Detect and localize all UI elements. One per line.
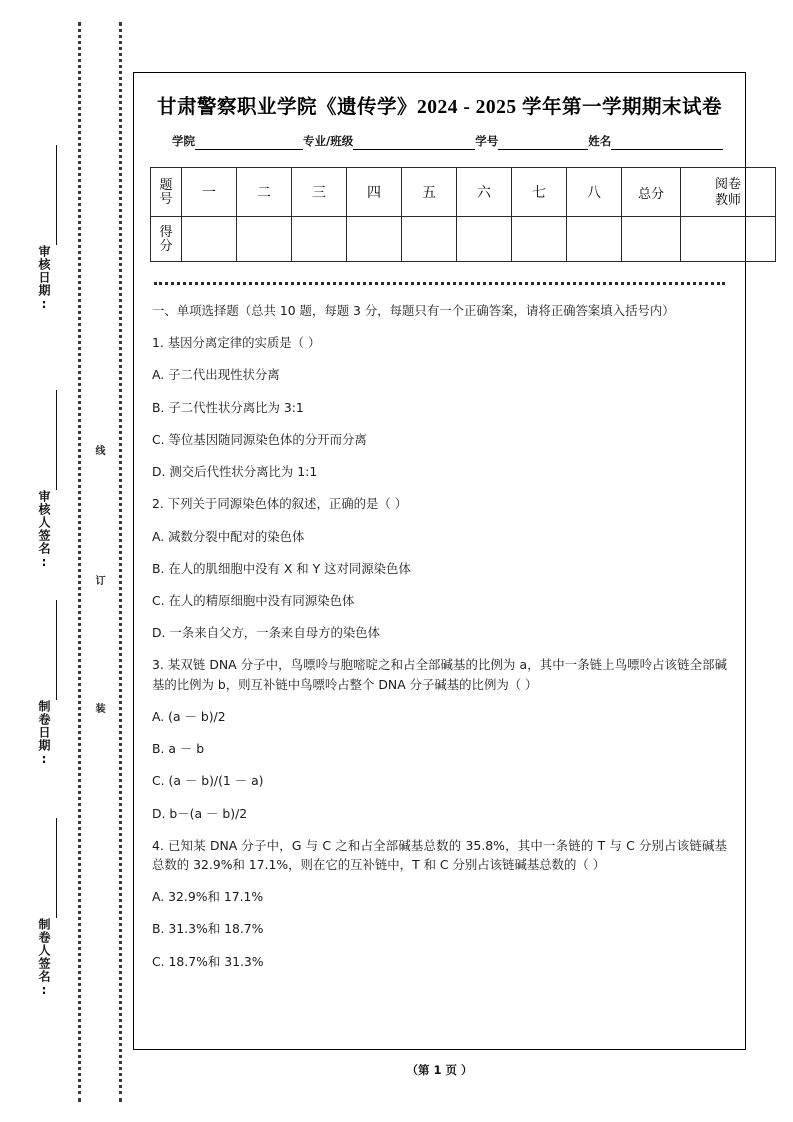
- row-label-score-char2: 分: [159, 238, 173, 253]
- binding-dotted-line-outer: [78, 22, 81, 1102]
- row-label-score: [151, 217, 182, 262]
- page-title: 甘肃警察职业学院《遗传学》2024 - 2025 学年第一学期期末试卷: [156, 97, 723, 118]
- field-student-id-input[interactable]: [498, 136, 588, 150]
- col-header-6: 六: [457, 168, 512, 217]
- score-cell-1[interactable]: [182, 217, 237, 262]
- question-4-option-c[interactable]: C. 18.7%和 31.3%: [152, 953, 264, 969]
- exam-sheet: [133, 72, 746, 1050]
- col-header-grading-teacher: [681, 168, 776, 217]
- binding-dotted-line-inner: [119, 22, 122, 1102]
- field-major-class-label: 专业/班级: [303, 134, 354, 148]
- row-label-score-char1: 得: [159, 224, 173, 240]
- score-cell-grading-teacher[interactable]: [681, 217, 776, 262]
- question-4-stem: 4. 已知某 DNA 分子中，G 与 C 之和占全部碱基总数的 35.8%，其中一条链的 T 与 C 分别占该链碱基总数的 32.9%和 17.1%，则在它的互补链中，T 和 C 分别占该链碱基总数的（ ）: [152, 837, 727, 872]
- grading-teacher-line2: 教师: [714, 192, 741, 207]
- field-major-class-input[interactable]: [353, 136, 475, 150]
- score-cell-3[interactable]: [292, 217, 347, 262]
- field-college: [172, 133, 303, 150]
- question-3-option-d[interactable]: D. b－(a － b)/2: [152, 805, 248, 821]
- field-college-input[interactable]: [195, 136, 303, 150]
- question-2-stem: 2. 下列关于同源染色体的叙述，正确的是（ ）: [152, 496, 408, 512]
- question-4-option-b[interactable]: B. 31.3%和 18.7%: [152, 921, 264, 937]
- col-header-5: 五: [402, 168, 457, 217]
- col-header-total: 总分: [622, 168, 681, 217]
- left-binding-margin: [0, 0, 133, 1122]
- reviewer-signature-label: 审核人签名:: [37, 490, 51, 570]
- question-1-option-d[interactable]: D. 测交后代性状分离比为 1:1: [152, 464, 318, 480]
- binding-word-ding: 订: [91, 572, 106, 588]
- col-header-7: 七: [512, 168, 567, 217]
- field-name-label: 姓名: [588, 134, 612, 148]
- paper-maker-signature-rule: [56, 818, 57, 918]
- row-label-question-no-char1: 题: [159, 177, 173, 193]
- col-header-1: 一: [182, 168, 237, 217]
- field-major-class: [303, 133, 475, 150]
- question-1-stem: 1. 基因分离定律的实质是（ ）: [152, 335, 321, 351]
- question-2-option-b[interactable]: B. 在人的肌细胞中没有 X 和 Y 这对同源染色体: [152, 560, 411, 576]
- score-cell-2[interactable]: [237, 217, 292, 262]
- question-4-option-a[interactable]: A. 32.9%和 17.1%: [152, 889, 264, 905]
- question-3-option-b[interactable]: B. a － b: [152, 741, 205, 757]
- col-header-3: 三: [292, 168, 347, 217]
- table-row-scores: [151, 217, 776, 262]
- field-student-id-label: 学号: [475, 134, 499, 148]
- col-header-2: 二: [237, 168, 292, 217]
- paper-maker-signature-label: 制卷人签名:: [37, 918, 51, 998]
- score-cell-5[interactable]: [402, 217, 457, 262]
- review-date-rule: [56, 145, 57, 245]
- binding-word-xian: 线: [91, 442, 106, 458]
- question-1-option-c[interactable]: C. 等位基因随同源染色体的分开而分离: [152, 431, 367, 447]
- question-3-option-a[interactable]: A. (a － b)/2: [152, 708, 226, 724]
- review-date-label: 审核日期:: [37, 245, 51, 312]
- question-2-option-a[interactable]: A. 减数分裂中配对的染色体: [152, 528, 305, 544]
- page-footer: [133, 1062, 746, 1078]
- grading-teacher-line1: 阅卷: [714, 176, 741, 192]
- row-label-question-no: [151, 168, 182, 217]
- table-row-question-numbers: [151, 168, 776, 217]
- score-cell-7[interactable]: [512, 217, 567, 262]
- dotted-divider: [154, 282, 725, 285]
- question-1-option-a[interactable]: A. 子二代出现性状分离: [152, 367, 280, 383]
- reviewer-signature-rule: [56, 390, 57, 490]
- student-info-line: [150, 133, 729, 150]
- question-3-option-c[interactable]: C. (a － b)/(1 － a): [152, 773, 264, 789]
- field-name-input[interactable]: [611, 136, 723, 150]
- score-cell-total[interactable]: [622, 217, 681, 262]
- score-cell-6[interactable]: [457, 217, 512, 262]
- paper-made-date-rule: [56, 600, 57, 700]
- page-number-label: （第 1 页 ）: [406, 1063, 473, 1077]
- row-label-question-no-char2: 号: [159, 191, 173, 206]
- question-3-stem: 3. 某双链 DNA 分子中，鸟嘌呤与胞嘧啶之和占全部碱基的比例为 a，其中一条链上鸟嘌呤占该链全部碱基的比例为 b，则互补链中鸟嘌呤占整个 DNA 分子碱基的比例为（ ）: [152, 657, 727, 692]
- field-student-id: [475, 133, 588, 150]
- section-heading: 一、单项选择题（总共 10 题，每题 3 分，每题只有一个正确答案，请将正确答案填入括号内）: [152, 303, 675, 318]
- score-cell-4[interactable]: [347, 217, 402, 262]
- field-college-label: 学院: [172, 134, 195, 148]
- score-table: [150, 167, 776, 262]
- field-name: [588, 133, 723, 150]
- col-header-8: 八: [567, 168, 622, 217]
- binding-word-zhuang: 装: [91, 700, 106, 716]
- question-2-option-c[interactable]: C. 在人的精原细胞中没有同源染色体: [152, 592, 355, 608]
- question-2-option-d[interactable]: D. 一条来自父方，一条来自母方的染色体: [152, 625, 381, 641]
- score-cell-8[interactable]: [567, 217, 622, 262]
- paper-made-date-label: 制卷日期:: [37, 700, 51, 767]
- col-header-4: 四: [347, 168, 402, 217]
- question-1-option-b[interactable]: B. 子二代性状分离比为 3:1: [152, 399, 304, 415]
- question-body: [150, 301, 729, 971]
